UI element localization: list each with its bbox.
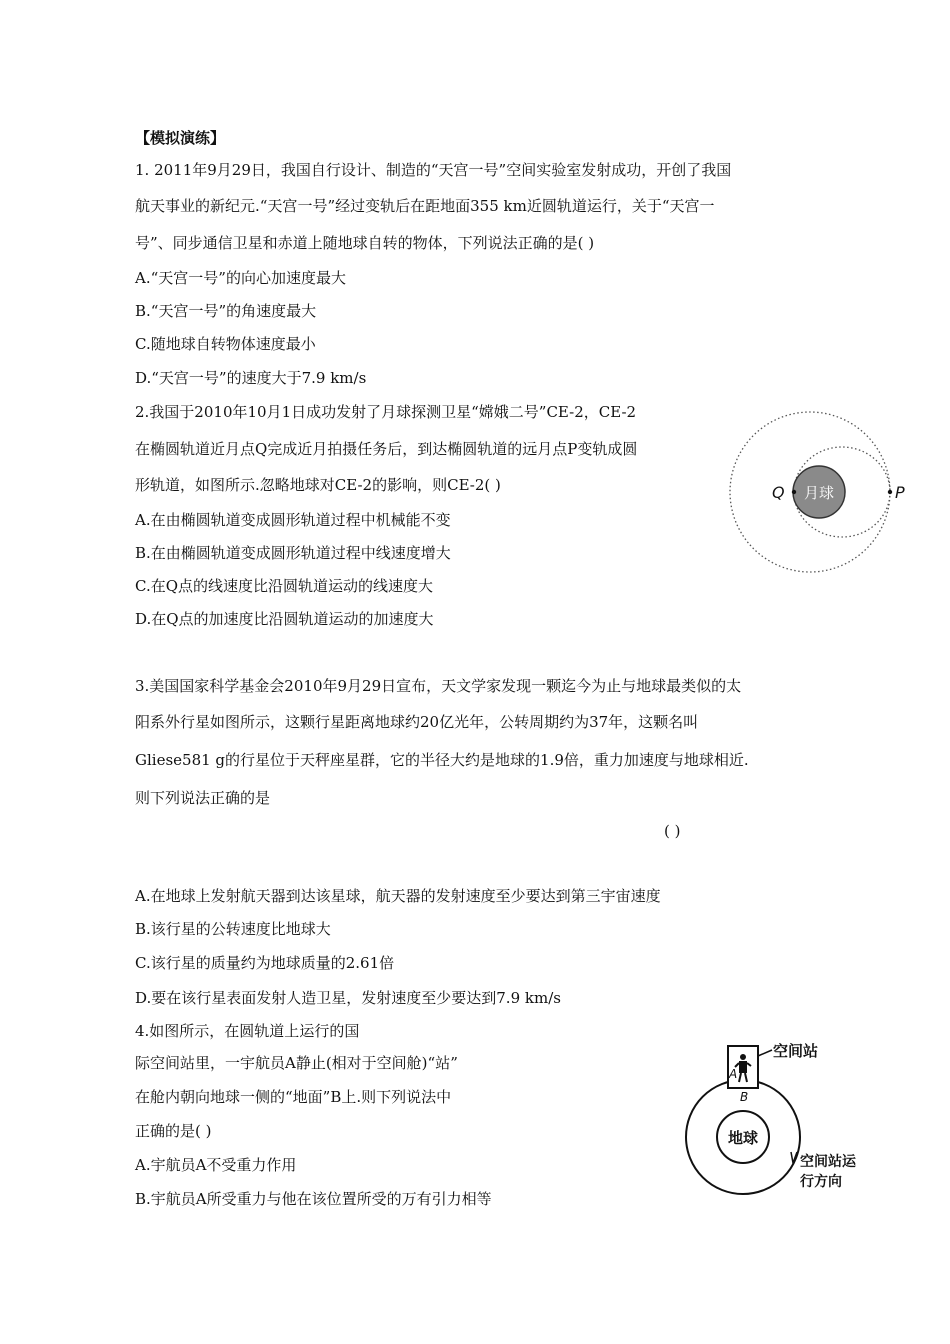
q3-stem-line-4: 则下列说法正确的是 bbox=[135, 789, 271, 807]
q1-stem-line-1: 1. 2011年9月29日，我国自行设计、制造的“天宫一号”空间实验室发射成功，开创了我国 bbox=[135, 161, 732, 179]
q1-option-b: B.“天宫一号”的角速度最大 bbox=[135, 302, 317, 320]
q2-option-b: B.在由椭圆轨道变成圆形轨道过程中线速度增大 bbox=[135, 544, 451, 562]
direction-label-line-1: 空间站运 bbox=[800, 1154, 856, 1170]
q4-stem-line-1: 4.如图所示，在圆轨道上运行的国 bbox=[135, 1022, 360, 1040]
astronaut-a-label: A bbox=[729, 1067, 738, 1081]
station-label: 空间站 bbox=[773, 1042, 819, 1060]
q4-stem-line-3: 在舱内朝向地球一侧的“地面”B上.则下列说法中 bbox=[135, 1088, 452, 1106]
q2-option-c: C.在Q点的线速度比沿圆轨道运动的线速度大 bbox=[135, 577, 434, 595]
q3-option-a: A.在地球上发射航天器到达该星球，航天器的发射速度至少要达到第三宇宙速度 bbox=[135, 887, 661, 905]
floor-b-label: B bbox=[740, 1090, 749, 1104]
point-q-dot bbox=[792, 490, 796, 494]
q4-stem-line-4: 正确的是( ) bbox=[135, 1122, 212, 1140]
q1-option-d: D.“天宫一号”的速度大于7.9 km/s bbox=[135, 369, 367, 387]
q2-stem-line-3: 形轨道，如图所示.忽略地球对CE-2的影响，则CE-2( ) bbox=[135, 476, 501, 494]
moon-orbit-figure bbox=[725, 405, 915, 580]
q2-stem-line-1: 2.我国于2010年10月1日成功发射了月球探测卫星“嫦娥二号”CE-2，CE-2 bbox=[135, 403, 637, 421]
point-p-dot bbox=[888, 490, 892, 494]
section-heading: 【模拟演练】 bbox=[135, 129, 226, 147]
q4-option-a: A.宇航员A不受重力作用 bbox=[135, 1156, 297, 1174]
q2-option-d: D.在Q点的加速度比沿圆轨道运动的加速度大 bbox=[135, 610, 434, 628]
q1-stem-line-3: 号”、同步通信卫星和赤道上随地球自转的物体，下列说法正确的是( ) bbox=[135, 234, 595, 252]
q2-option-a: A.在由椭圆轨道变成圆形轨道过程中机械能不变 bbox=[135, 511, 451, 529]
q3-stem-line-3: Gliese581 g的行星位于天秤座星群，它的半径大约是地球的1.9倍，重力加速度与地球相近. bbox=[135, 751, 749, 769]
q4-stem-line-2: 际空间站里，一宇航员A静止(相对于空间舱)“站” bbox=[135, 1054, 458, 1072]
q3-option-d: D.要在该行星表面发射人造卫星，发射速度至少要达到7.9 km/s bbox=[135, 989, 561, 1007]
q3-option-b: B.该行星的公转速度比地球大 bbox=[135, 920, 331, 938]
q1-stem-line-2: 航天事业的新纪元.“天宫一号”经过变轨后在距地面355 km近圆轨道运行，关于“天宫一 bbox=[135, 197, 715, 215]
space-station-figure bbox=[680, 1030, 880, 1200]
q4-option-b: B.宇航员A所受重力与他在该位置所受的万有引力相等 bbox=[135, 1190, 492, 1208]
point-q-label: Q bbox=[772, 483, 785, 502]
moon-label: 月球 bbox=[803, 484, 835, 502]
q2-stem-line-2: 在椭圆轨道近月点Q完成近月拍摄任务后，到达椭圆轨道的远月点P变轨成圆 bbox=[135, 440, 638, 458]
q3-answer-bracket: ( ) bbox=[664, 822, 681, 840]
point-p-label: P bbox=[895, 483, 905, 502]
q3-stem-line-2: 阳系外行星如图所示，这颗行星距离地球约20亿光年，公转周期约为37年，这颗名叫 bbox=[135, 713, 699, 731]
q1-option-c: C.随地球自转物体速度最小 bbox=[135, 335, 316, 353]
earth-label: 地球 bbox=[727, 1129, 759, 1147]
q1-option-a: A.“天宫一号”的向心加速度最大 bbox=[135, 269, 346, 287]
q3-stem-line-1: 3.美国国家科学基金会2010年9月29日宣布，天文学家发现一颗迄今为止与地球最类似的太 bbox=[135, 677, 742, 695]
q3-option-c: C.该行星的质量约为地球质量的2.61倍 bbox=[135, 954, 395, 972]
station-leader-line bbox=[758, 1050, 772, 1056]
direction-label-line-2: 行方向 bbox=[800, 1174, 842, 1190]
